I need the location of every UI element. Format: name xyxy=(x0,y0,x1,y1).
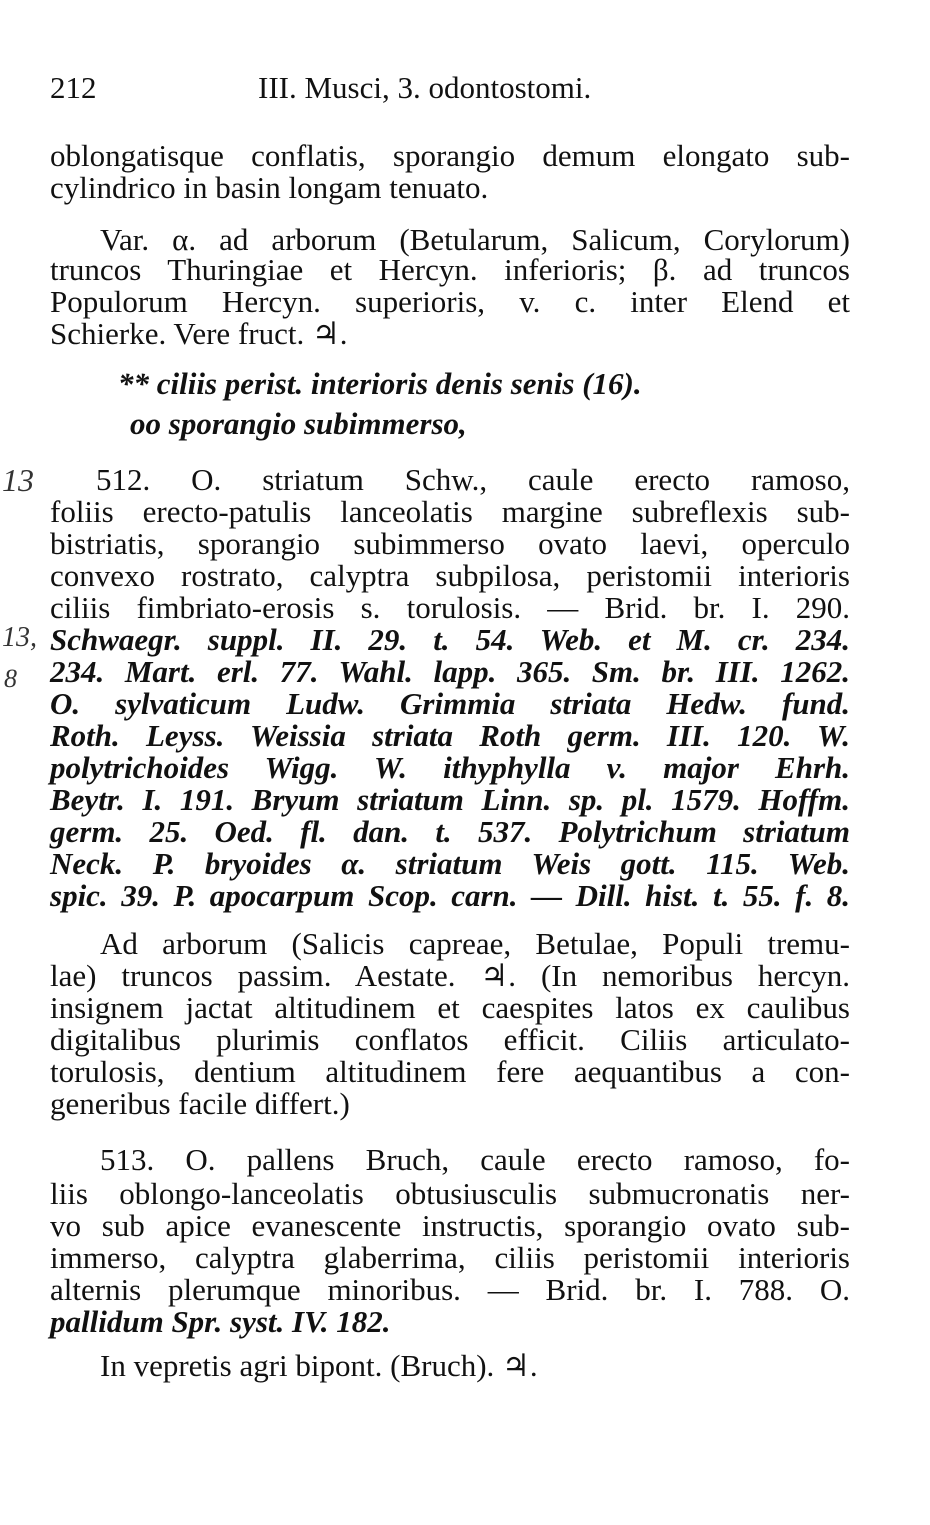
text-line: Ad arborum (Salicis capreae, Betulae, Populi tremu- xyxy=(100,926,850,961)
citation-line: germ. 25. Oed. fl. dan. t. 537. Polytrichum striatum xyxy=(50,814,850,849)
species-entry-513: 513. O. pallens Bruch, caule erecto ramoso, fo- xyxy=(100,1142,850,1177)
text-line: immerso, calyptra glaberrima, ciliis peristomii interioris xyxy=(50,1240,850,1275)
text-line: convexo rostrato, calyptra subpilosa, peristomii interioris xyxy=(50,558,850,593)
species-entry-512: 512. O. striatum Schw., caule erecto ramoso, xyxy=(96,462,850,497)
text-line: truncos Thuringiae et Hercyn. inferioris; β. ad truncos xyxy=(50,252,850,287)
text-line: foliis erecto-patulis lanceolatis margine subreflexis sub- xyxy=(50,494,850,529)
text-line: insignem jactat altitudinem et caespites latos ex caulibus xyxy=(50,990,850,1025)
page-number: 212 xyxy=(50,70,97,105)
text-line: alternis plerumque minoribus. — Brid. br. I. 788. O. xyxy=(50,1272,850,1307)
margin-note: 8 xyxy=(4,664,17,693)
text-line: lae) truncos passim. Aestate. ♃. (In nemoribus hercyn. xyxy=(50,958,850,993)
citation-line: spic. 39. P. apocarpum Scop. carn. — Dill. hist. t. 55. f. 8. xyxy=(50,878,850,913)
text-line: vo sub apice evanescente instructis, sporangio ovato sub- xyxy=(50,1208,850,1243)
text-line: digitalibus plurimis conflatos efficit. Ciliis articulato- xyxy=(50,1022,850,1057)
citation-line: Roth. Leyss. Weissia striata Roth germ. III. 120. W. xyxy=(50,718,850,753)
running-title: III. Musci, 3. odontostomi. xyxy=(258,70,592,105)
text-line: torulosis, dentium altitudinem fere aequantibus a con- xyxy=(50,1054,850,1089)
citation-line: Schwaegr. suppl. II. 29. t. 54. Web. et M. cr. 234. xyxy=(50,622,850,657)
text-line: bistriatis, sporangio subimmerso ovato laevi, operculo xyxy=(50,526,850,561)
citation-line: Neck. P. bryoides α. striatum Weis gott. 115. Web. xyxy=(50,846,850,881)
citation-line: Beytr. I. 191. Bryum striatum Linn. sp. pl. 1579. Hoffm. xyxy=(50,782,850,817)
text-line: Populorum Hercyn. superioris, v. c. inter Elend et xyxy=(50,284,850,319)
citation-line: O. sylvaticum Ludw. Grimmia striata Hedw. fund. xyxy=(50,686,850,721)
margin-note: 13, xyxy=(2,622,37,653)
text-line: Var. α. ad arborum (Betularum, Salicum, Corylorum) xyxy=(100,222,850,257)
text-line: liis oblongo-lanceolatis obtusiusculis submucronatis ner- xyxy=(50,1176,850,1211)
margin-note: 13 xyxy=(2,462,34,498)
book-page: 212 III. Musci, 3. odontostomi. 13 13, 8 oblongatisque conflatis, sporangio demum elongato sub- cylindrico in basin longam tenuato. Var. α. ad arborum (Betularum, Salicum, Corylorum) truncos Thuringiae et Hercyn. inferioris; β. ad truncos Populorum Hercyn. superioris, v. c. inter Elend et Schierke. Vere fruct. ♃. ** ciliis perist. interioris denis senis (16). oo sporangio subimmerso, 512. O. striatum Schw., caule erecto ramoso, foliis erecto-patulis lanceolatis margine subreflexis sub- bistriatis, sporangio subimmerso ovato laevi, operculo convexo rostrato, calyptra subpilosa, peristomii interioris ciliis fimbriato-erosis s. torulosis. — Brid. br. I. 290. Schwaegr. suppl. II. 29. t. 54. Web. et M. cr. 234. 234. Mart. erl. 77. Wahl. lapp. 365. Sm. br. III. 1262. O. sylvaticum Ludw. Grimmia striata Hedw. fund. Roth. Leyss. Weissia striata Roth germ. III. 120. W. polytrichoides Wigg. W. ithyphylla v. major Ehrh. Beytr. I. 191. Bryum striatum Linn. sp. pl. 1579. Hoffm. germ. 25. Oed. fl. dan. t. 537. Polytrichum striatum Neck. P. bryoides α. striatum Weis gott. 115. Web. spic. 39. P. apocarpum Scop. carn. — Dill. hist. t. 55. f. 8. Ad arborum (Salicis capreae, Betulae, Populi tremu- lae) truncos passim. Aestate. ♃. (In nemoribus hercyn. insignem jactat altitudinem et caespites latos ex caulibus digitalibus plurimis conflatos efficit. Ciliis articulato- torulosis, dentium altitudinem fere aequantibus a con- generibus facile differt.) 513. O. pallens Bruch, caule erecto ramoso, fo- liis oblongo-lanceolatis obtusiusculis submucronatis ner- vo sub apice evanescente instructis, sporangio ovato sub- immerso, calyptra glaberrima, ciliis peristomii interioris alternis plerumque minoribus. — Brid. br. I. 788. O. pallidum Spr. syst. IV. 182. In vepretis agri bipont. (Bruch). ♃. xyxy=(2,70,850,1383)
text-line: oblongatisque conflatis, sporangio demum elongato sub- xyxy=(50,138,850,173)
citation-line: polytrichoides Wigg. W. ithyphylla v. major Ehrh. xyxy=(50,750,850,785)
citation-line: 234. Mart. erl. 77. Wahl. lapp. 365. Sm. br. III. 1262. xyxy=(50,654,850,689)
text-line: ciliis fimbriato-erosis s. torulosis. — Brid. br. I. 290. xyxy=(50,590,850,625)
